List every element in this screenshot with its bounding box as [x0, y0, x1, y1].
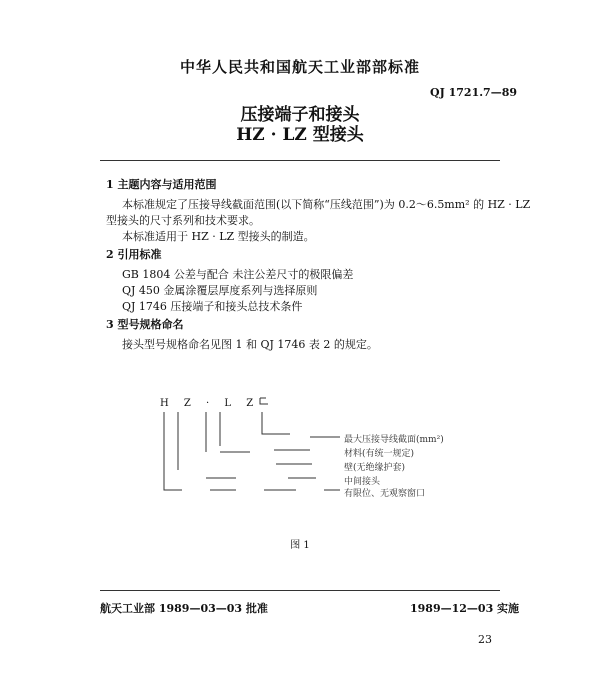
- legend-wall: 壁(无绝缘护套): [344, 463, 406, 473]
- connector-line: [164, 412, 182, 490]
- section-1-paragraph: 型接头的尺寸系列和技术要求。: [106, 214, 260, 227]
- page-number: 23: [478, 633, 492, 646]
- approval-date: 航天工业部 1989—03—03 批准: [100, 602, 268, 615]
- section-2-heading: 2 引用标准: [106, 248, 162, 261]
- connector-line: [262, 412, 290, 434]
- document-title: 压接端子和接头: [240, 105, 360, 125]
- standard-code: QJ 1721.7—89: [430, 86, 518, 99]
- bracket-box-mark: [260, 398, 268, 404]
- section-3-heading: 3 型号规格命名: [106, 318, 184, 331]
- footer-rule: [100, 590, 500, 591]
- figure-caption: 图 1: [290, 540, 310, 551]
- implementation-date: 1989—12—03 实施: [410, 602, 520, 615]
- section-1-heading: 1 主题内容与适用范围: [106, 178, 217, 191]
- legend-intermediate-joint: 中间接头: [344, 477, 381, 487]
- reference-standard-item: GB 1804 公差与配合 未注公差尺寸的极限偏差: [122, 268, 354, 281]
- legend-material: 材料(有统一规定): [344, 449, 415, 459]
- section-1-paragraph: 本标准规定了压接导线截面范围(以下简称“压线范围”)为 0.2～6.5mm² 的 HZ · LZ: [122, 198, 531, 211]
- reference-standard-item: QJ 450 金属涂覆层厚度系列与选择原则: [122, 284, 318, 297]
- document-subtitle: HZ · LZ 型接头: [236, 125, 364, 145]
- section-1-paragraph: 本标准适用于 HZ · LZ 型接头的制造。: [122, 230, 315, 243]
- section-3-paragraph: 接头型号规格命名见图 1 和 QJ 1746 表 2 的规定。: [122, 338, 378, 351]
- legend-max-cross-section: 最大压接导线截面(mm²): [344, 435, 444, 445]
- type-code-label: H Z · L Z: [160, 398, 260, 409]
- reference-standard-item: QJ 1746 压接端子和接头总技术条件: [122, 300, 303, 313]
- issuing-organization: 中华人民共和国航天工业部部标准: [179, 58, 420, 76]
- legend-limit-no-window: 有限位、无观察窗口: [344, 489, 426, 499]
